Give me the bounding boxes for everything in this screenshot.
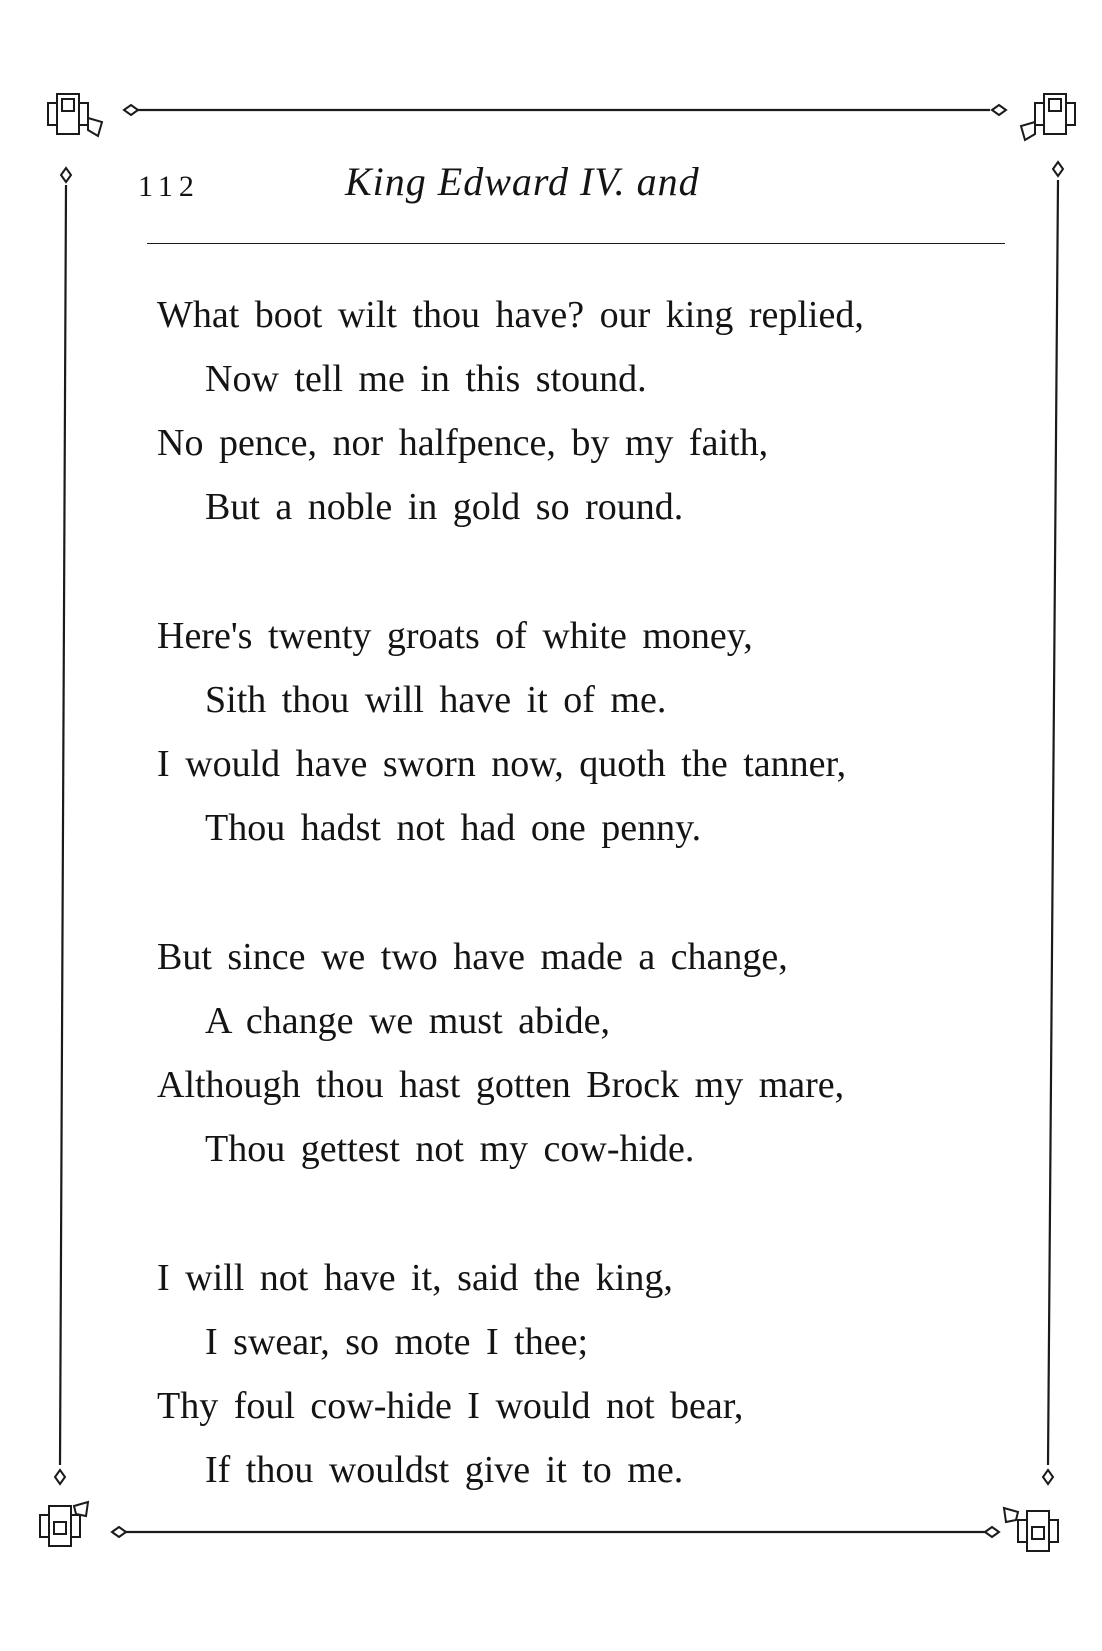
poem-line: No pence, nor halfpence, by my faith, bbox=[157, 422, 769, 464]
diamond-ornament bbox=[992, 105, 1006, 115]
corner-ornament-top-right bbox=[1021, 94, 1075, 140]
stanza bbox=[0, 283, 1102, 539]
page-header bbox=[0, 158, 1102, 218]
poem-line: Thou gettest not my cow-hide. bbox=[205, 1128, 695, 1170]
stanza bbox=[0, 1246, 1102, 1502]
poem-line: Sith thou will have it of me. bbox=[205, 679, 667, 721]
poem-line: What boot wilt thou have? our king replied, bbox=[157, 294, 864, 336]
poem-line: But a noble in gold so round. bbox=[205, 486, 684, 528]
corner-ornament-top-left bbox=[48, 94, 102, 136]
poem-line: Although thou hast gotten Brock my mare, bbox=[157, 1064, 845, 1106]
poem-line: I would have sworn now, quoth the tanner, bbox=[157, 743, 847, 785]
poem-line: Here's twenty groats of white money, bbox=[157, 615, 753, 657]
running-title: King Edward IV. and bbox=[345, 159, 700, 204]
poem-line: Thy foul cow-hide I would not bear, bbox=[157, 1385, 744, 1427]
stanza bbox=[0, 925, 1102, 1181]
poem-line: Thou hadst not had one penny. bbox=[205, 807, 702, 849]
poem-line: A change we must abide, bbox=[205, 1000, 610, 1042]
page-number: 112 bbox=[138, 170, 200, 203]
header-rule bbox=[147, 243, 1005, 244]
poem-line: Now tell me in this stound. bbox=[205, 358, 647, 400]
poem-line: I swear, so mote I thee; bbox=[205, 1321, 589, 1363]
poem-line: I will not have it, said the king, bbox=[157, 1257, 673, 1299]
poem-line: But since we two have made a change, bbox=[157, 936, 788, 978]
diamond-ornament bbox=[124, 105, 138, 115]
stanza bbox=[0, 604, 1102, 860]
poem-line: If thou wouldst give it to me. bbox=[205, 1449, 684, 1491]
poem-body bbox=[0, 283, 1102, 1567]
